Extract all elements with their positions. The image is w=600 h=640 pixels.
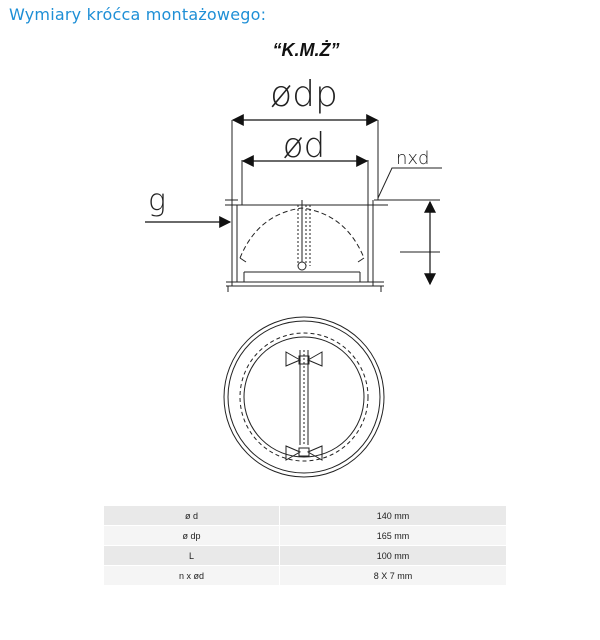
table-row [104, 526, 506, 546]
dim-g-label: g [147, 183, 167, 218]
page-heading: Wymiary króćca montażowego: [9, 5, 267, 24]
dim-l [386, 200, 440, 284]
param-cell: ø dp [104, 526, 280, 546]
dim-d [242, 126, 368, 205]
table-row [104, 546, 506, 566]
side-view [225, 200, 388, 292]
value-cell: 165 mm [280, 526, 507, 546]
param-cell: L [104, 546, 280, 566]
table-row [104, 566, 506, 586]
param-cell: n x ød [104, 566, 280, 586]
dim-dp-label: ødp [270, 74, 338, 115]
param-cell: ø d [104, 506, 280, 526]
value-cell: 100 mm [280, 546, 507, 566]
table-row [104, 506, 506, 526]
dim-d-label: ød [282, 126, 326, 166]
dim-nxd-label: nxd [396, 148, 430, 169]
top-view [224, 317, 384, 477]
value-cell: 140 mm [280, 506, 507, 526]
model-label: “K.M.Ż” [272, 40, 340, 60]
dim-nxd [378, 148, 442, 198]
value-cell: 8 X 7 mm [280, 566, 507, 586]
dim-g [145, 183, 230, 222]
specs-table [104, 506, 506, 586]
